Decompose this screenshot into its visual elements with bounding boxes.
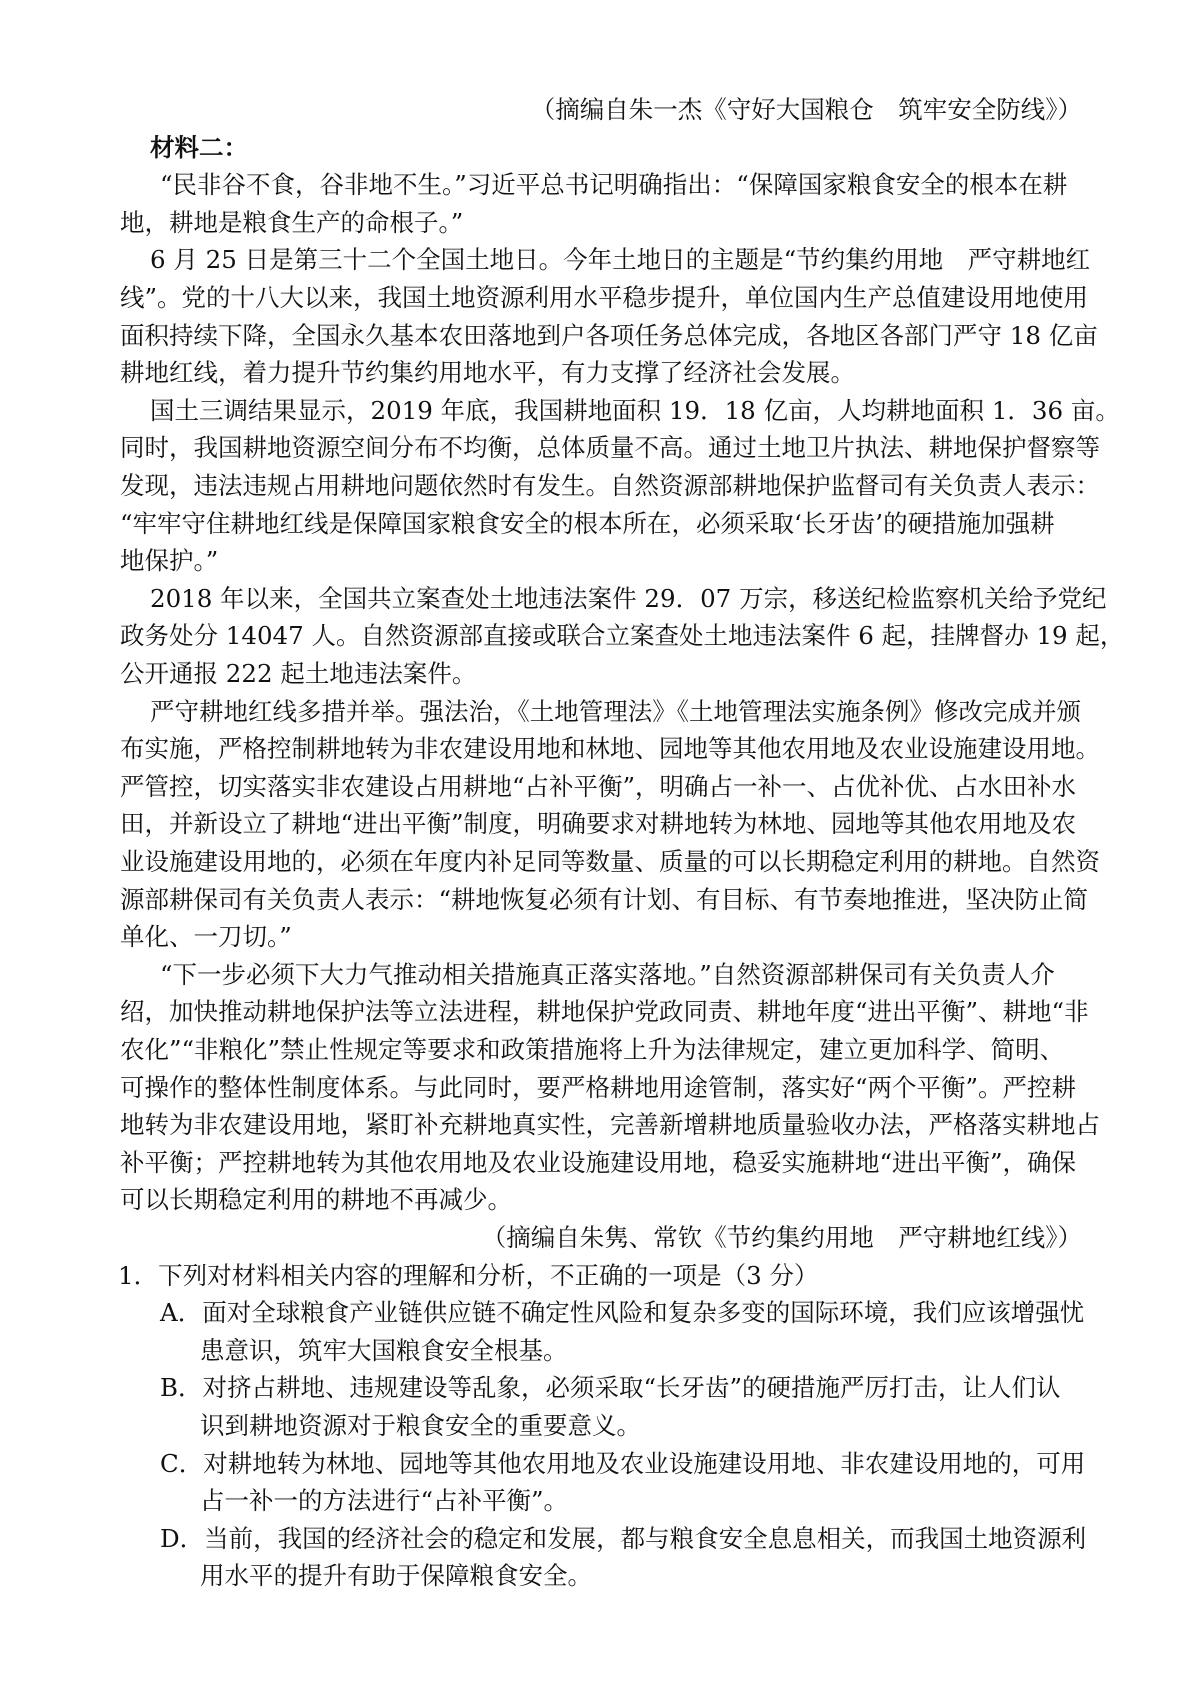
text-line: 地转为非农建设用地，紧盯补充耕地真实性，完善新增耕地质量验收办法，严格落实耕地占 bbox=[120, 1110, 1100, 1140]
text-line: 政务处分 14047 人。自然资源部直接或联合立案查处土地违法案件 6 起，挂牌督办 19 起， bbox=[120, 621, 1125, 651]
option-text: 占一补一的方法进行“占补平衡”。 bbox=[200, 1486, 569, 1516]
text-line: 布实施，严格控制耕地转为非农建设用地和林地、园地等其他农用地及农业设施建设用地。 bbox=[120, 734, 1100, 764]
question-stem: 1．下列对材料相关内容的理解和分析，不正确的一项是（3 分） bbox=[118, 1260, 819, 1290]
text-line: 补平衡；严控耕地转为其他农用地及农业设施建设用地，稳妥实施耕地“进出平衡”，确保 bbox=[120, 1147, 1077, 1177]
text-line: 国土三调结果显示，2019 年底，我国耕地面积 19．18 亿亩，人均耕地面积 1．36 亩。 bbox=[150, 395, 1120, 425]
option-text: D．当前，我国的经济社会的稳定和发展，都与粮食安全息息相关，而我国土地资源利 bbox=[160, 1523, 1087, 1553]
text-line: 2018 年以来，全国共立案查处土地违法案件 29．07 万宗，移送纪检监察机关给予党纪 bbox=[150, 583, 1107, 613]
text-line: 耕地红线，着力提升节约集约用地水平，有力支撑了经济社会发展。 bbox=[120, 358, 855, 388]
text-line: 严管控，切实落实非农建设占用耕地“占补平衡”，明确占一补一、占优补优、占水田补水 bbox=[120, 771, 1077, 801]
source-citation-2: （摘编自朱隽、常钦《节约集约用地 严守耕地红线》） bbox=[481, 1223, 1082, 1252]
text-line: “牢牢守住耕地红线是保障国家粮食安全的根本所在，必须采取‘长牙齿’的硬措施加强耕 bbox=[120, 508, 1055, 538]
text-line: 严守耕地红线多措并举。强法治，《土地管理法》《土地管理法实施条例》修改完成并颁 bbox=[150, 696, 1081, 726]
option-text: A．面对全球粮食产业链供应链不确定性风险和复杂多变的国际环境，我们应该增强忧 bbox=[160, 1298, 1085, 1328]
text-line: 面积持续下降，全国永久基本农田落地到户各项任务总体完成，各地区各部门严守 18 亿亩 bbox=[120, 320, 1098, 350]
option-text: 患意识，筑牢大国粮食安全根基。 bbox=[200, 1335, 568, 1365]
text-line: 地保护。” bbox=[120, 546, 219, 576]
option-text: 用水平的提升有助于保障粮食安全。 bbox=[200, 1561, 592, 1591]
text-line: “民非谷不食，谷非地不生。”习近平总书记明确指出：“保障国家粮食安全的根本在耕 bbox=[160, 170, 1068, 200]
text-line: 可以长期稳定利用的耕地不再减少。 bbox=[120, 1185, 512, 1215]
text-line: 地，耕地是粮食生产的命根子。” bbox=[120, 207, 464, 237]
text-line: 线”。党的十八大以来，我国土地资源利用水平稳步提升，单位国内生产总值建设用地使用 bbox=[120, 283, 1089, 312]
text-line: 农化”“非粮化”禁止性规定等要求和政策措施将上升为法律规定，建立更加科学、简明、 bbox=[120, 1035, 1065, 1064]
text-line: 公开通报 222 起土地违法案件。 bbox=[120, 659, 477, 688]
text-line: 同时，我国耕地资源空间分布不均衡，总体质量不高。通过土地卫片执法、耕地保护督察等 bbox=[120, 433, 1100, 463]
text-line: 发现，违法违规占用耕地问题依然时有发生。自然资源部耕地保护监督司有关负责人表示： bbox=[120, 471, 1100, 500]
option-text: 识到耕地资源对于粮食安全的重要意义。 bbox=[200, 1411, 641, 1440]
source-citation-1: （摘编自朱一杰《守好大国粮仓 筑牢安全防线》） bbox=[530, 95, 1082, 124]
text-line: 6 月 25 日是第三十二个全国土地日。今年土地日的主题是“节约集约用地 严守耕地红 bbox=[150, 245, 1091, 275]
text-line: “下一步必须下大力气推动相关措施真正落实落地。”自然资源部耕保司有关负责人介 bbox=[160, 959, 1055, 989]
text-line: 绍，加快推动耕地保护法等立法进程，耕地保护党政同责、耕地年度“进出平衡”、耕地“非 bbox=[120, 997, 1089, 1027]
text-line: 源部耕保司有关负责人表示：“耕地恢复必须有计划、有目标、有节奏地推进，坚决防止简 bbox=[120, 884, 1089, 914]
text-line: 业设施建设用地的，必须在年度内补足同等数量、质量的可以长期稳定利用的耕地。自然资 bbox=[120, 847, 1100, 876]
text-line: 可操作的整体性制度体系。与此同时，要严格耕地用途管制，落实好“两个平衡”。严控耕 bbox=[120, 1072, 1077, 1102]
text-line: 单化、一刀切。” bbox=[120, 922, 292, 952]
material-2-heading: 材料二： bbox=[150, 132, 248, 162]
option-text: C．对耕地转为林地、园地等其他农用地及农业设施建设用地、非农建设用地的，可用 bbox=[160, 1448, 1086, 1478]
option-text: B．对挤占耕地、违规建设等乱象，必须采取“长牙齿”的硬措施严厉打击，让人们认 bbox=[160, 1373, 1061, 1403]
text-line: 田，并新设立了耕地“进出平衡”制度，明确要求对耕地转为林地、园地等其他农用地及农 bbox=[120, 809, 1077, 839]
